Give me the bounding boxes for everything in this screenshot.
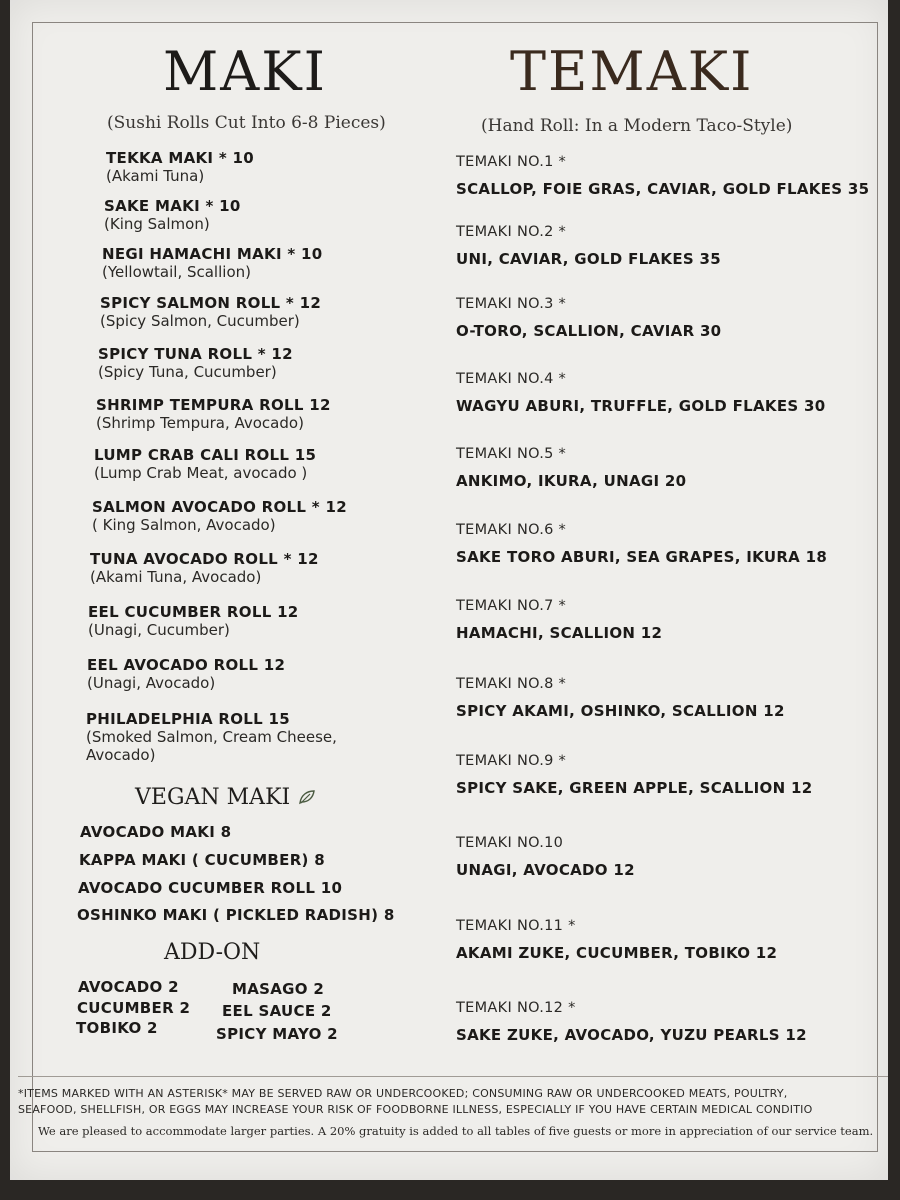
vegan-item: AVOCADO MAKI 8 <box>80 823 232 841</box>
vegan-item: OSHINKO MAKI ( PICKLED RADISH) 8 <box>77 906 395 924</box>
maki-item: LUMP CRAB CALI ROLL 15 (Lump Crab Meat, avocado ) <box>94 446 317 482</box>
addon-item: TOBIKO 2 <box>76 1019 158 1037</box>
maki-item: NEGI HAMACHI MAKI * 10 (Yellowtail, Scallion) <box>102 245 323 281</box>
maki-item: SPICY TUNA ROLL * 12 (Spicy Tuna, Cucumber) <box>98 345 293 381</box>
temaki-item: TEMAKI NO.6 * SAKE TORO ABURI, SEA GRAPES, IKURA 18 <box>456 522 828 566</box>
maki-item: PHILADELPHIA ROLL 15 (Smoked Salmon, Cream Cheese, Avocado) <box>86 710 337 764</box>
vegan-maki-title: VEGAN MAKI <box>135 785 316 811</box>
maki-subtitle: (Sushi Rolls Cut Into 6-8 Pieces) <box>107 113 386 133</box>
temaki-item: TEMAKI NO.5 * ANKIMO, IKURA, UNAGI 20 <box>456 446 687 490</box>
maki-item: SALMON AVOCADO ROLL * 12 ( King Salmon, Avocado) <box>92 498 347 534</box>
temaki-item: TEMAKI NO.4 * WAGYU ABURI, TRUFFLE, GOLD FLAKES 30 <box>456 371 826 415</box>
maki-title: MAKI <box>163 40 327 103</box>
temaki-item: TEMAKI NO.1 * SCALLOP, FOIE GRAS, CAVIAR, GOLD FLAKES 35 <box>456 154 870 198</box>
temaki-item: TEMAKI NO.2 * UNI, CAVIAR, GOLD FLAKES 35 <box>456 224 721 268</box>
maki-item: SHRIMP TEMPURA ROLL 12 (Shrimp Tempura, Avocado) <box>96 396 331 432</box>
raw-food-disclaimer: *ITEMS MARKED WITH AN ASTERISK* MAY BE SERVED RAW OR UNDERCOOKED; CONSUMING RAW OR UNDERCOOKED MEATS, POULTRY, SEAFOOD, SHELLFISH, OR EGGS MAY INCREASE YOUR RISK OF FOODBORNE ILLNESS, ESPECIALLY IF YOU HAVE CERTAIN MEDICAL CONDITIO <box>18 1087 813 1116</box>
maki-item: EEL AVOCADO ROLL 12 (Unagi, Avocado) <box>87 656 286 692</box>
maki-item: EEL CUCUMBER ROLL 12 (Unagi, Cucumber) <box>88 603 299 639</box>
maki-item: SPICY SALMON ROLL * 12 (Spicy Salmon, Cucumber) <box>100 294 322 330</box>
vegan-item: AVOCADO CUCUMBER ROLL 10 <box>78 879 343 897</box>
temaki-item: TEMAKI NO.8 * SPICY AKAMI, OSHINKO, SCALLION 12 <box>456 676 785 720</box>
temaki-item: TEMAKI NO.10 UNAGI, AVOCADO 12 <box>456 835 635 879</box>
gratuity-note: We are pleased to accommodate larger parties. A 20% gratuity is added to all tables of five guests or more in appreciation of our service team. <box>38 1124 874 1138</box>
maki-item: TEKKA MAKI * 10 (Akami Tuna) <box>106 149 254 185</box>
temaki-item: TEMAKI NO.12 * SAKE ZUKE, AVOCADO, YUZU PEARLS 12 <box>456 1000 807 1044</box>
temaki-item: TEMAKI NO.3 * O-TORO, SCALLION, CAVIAR 30 <box>456 296 722 340</box>
temaki-item: TEMAKI NO.11 * AKAMI ZUKE, CUCUMBER, TOBIKO 12 <box>456 918 778 962</box>
maki-item: TUNA AVOCADO ROLL * 12 (Akami Tuna, Avocado) <box>90 550 319 586</box>
temaki-item: TEMAKI NO.9 * SPICY SAKE, GREEN APPLE, SCALLION 12 <box>456 753 813 797</box>
temaki-title: TEMAKI <box>510 40 754 103</box>
addon-item: CUCUMBER 2 <box>77 999 191 1017</box>
addon-title: ADD-ON <box>164 940 261 965</box>
temaki-subtitle: (Hand Roll: In a Modern Taco-Style) <box>481 116 793 136</box>
temaki-item: TEMAKI NO.7 * HAMACHI, SCALLION 12 <box>456 598 663 642</box>
addon-item: MASAGO 2 <box>232 980 325 998</box>
addon-item: SPICY MAYO 2 <box>216 1025 338 1043</box>
maki-item: SAKE MAKI * 10 (King Salmon) <box>104 197 241 233</box>
leaf-icon <box>298 786 316 811</box>
addon-item: EEL SAUCE 2 <box>222 1002 332 1020</box>
addon-item: AVOCADO 2 <box>78 978 179 996</box>
footer-divider <box>18 1076 888 1077</box>
vegan-item: KAPPA MAKI ( CUCUMBER) 8 <box>79 851 325 869</box>
